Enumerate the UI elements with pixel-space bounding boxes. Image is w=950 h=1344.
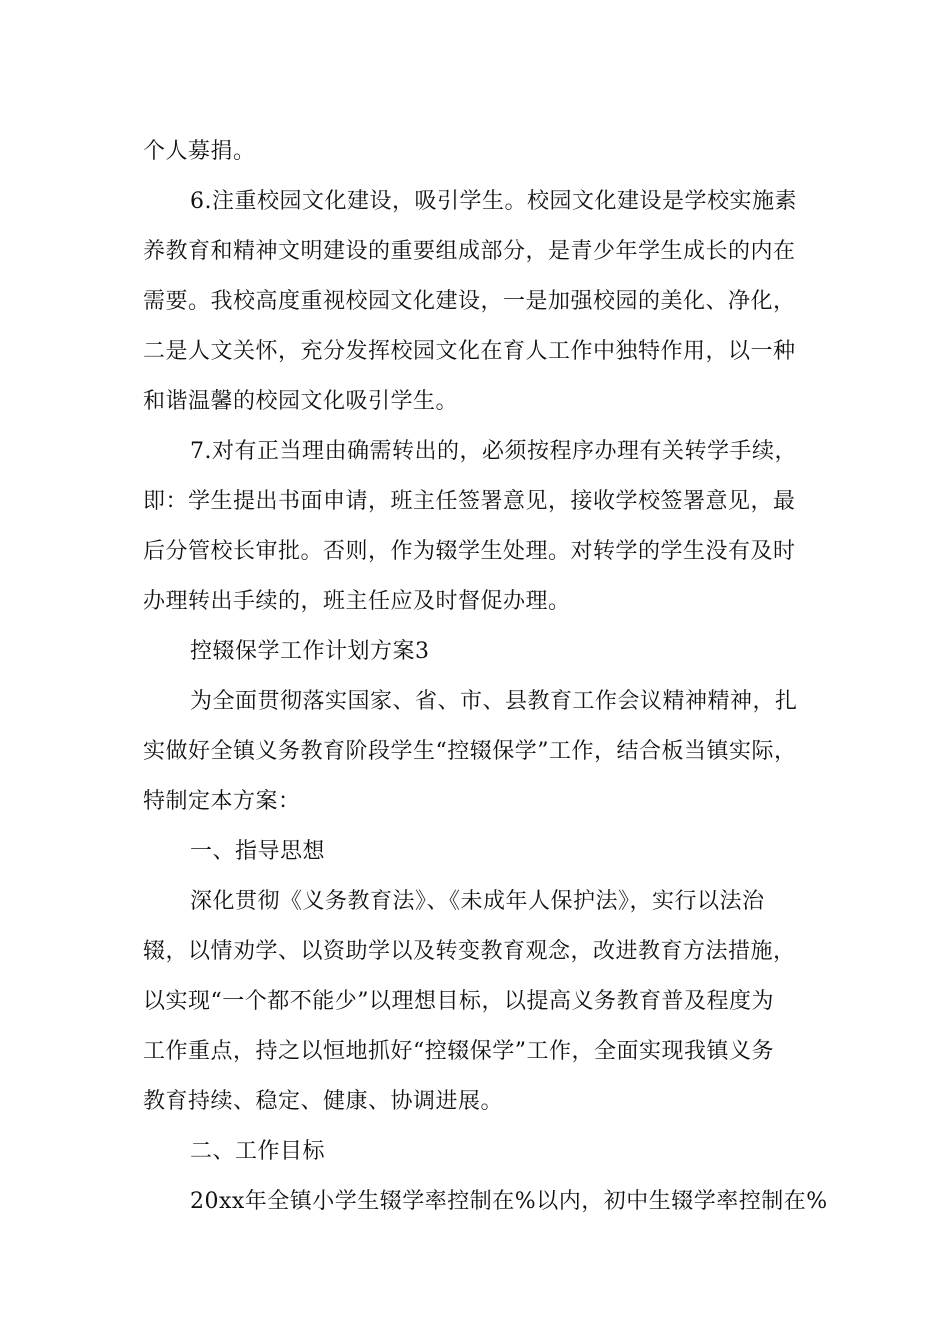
text-line: 教育持续、稳定、健康、协调进展。 — [143, 1089, 504, 1114]
text-line: 实做好全镇义务教育阶段学生“控辍保学”工作，结合板当镇实际， — [143, 739, 797, 764]
goals-paragraph-start: 20xx年全镇小学生辍学率控制在%以内，初中生辍学率控制在% — [190, 1189, 828, 1214]
text-line: 工作重点，持之以恒地抓好“控辍保学”工作，全面实现我镇义务 — [143, 1039, 774, 1064]
text-line: 辍，以情劝学、以资助学以及转变教育观念，改进教育方法措施， — [143, 939, 796, 964]
heading-guiding-ideology: 一、指导思想 — [190, 839, 326, 864]
text-line: 后分管校长审批。否则，作为辍学生处理。对转学的学生没有及时 — [143, 539, 796, 564]
text-line: 特制定本方案： — [143, 789, 301, 814]
text-line: 需要。我校高度重视校园文化建设，一是加强校园的美化、净化， — [143, 289, 796, 314]
section-title: 控辍保学工作计划方案3 — [190, 639, 430, 664]
text-line: 办理转出手续的，班主任应及时督促办理。 — [143, 589, 571, 614]
paragraph-7-start: 7.对有正当理由确需转出的，必须按程序办理有关转学手续， — [190, 439, 797, 464]
text-line: 即：学生提出书面申请，班主任签署意见，接收学校签署意见，最 — [143, 489, 796, 514]
intro-paragraph-start: 为全面贯彻落实国家、省、市、县教育工作会议精神精神，扎 — [190, 689, 798, 714]
ideology-paragraph-start: 深化贯彻《义务教育法》、《未成年人保护法》，实行以法治 — [190, 889, 765, 914]
text-line: 二是人文关怀，充分发挥校园文化在育人工作中独特作用，以一种 — [143, 339, 796, 364]
text-line: 和谐温馨的校园文化吸引学生。 — [143, 389, 459, 414]
text-line: 个人募捐。 — [143, 139, 256, 164]
text-line: 养教育和精神文明建设的重要组成部分，是青少年学生成长的内在 — [143, 239, 796, 264]
text-line: 以实现“一个都不能少”以理想目标，以提高义务教育普及程度为 — [143, 989, 774, 1014]
paragraph-6-start: 6.注重校园文化建设，吸引学生。校园文化建设是学校实施素 — [190, 189, 797, 214]
heading-work-goals: 二、工作目标 — [190, 1139, 326, 1164]
